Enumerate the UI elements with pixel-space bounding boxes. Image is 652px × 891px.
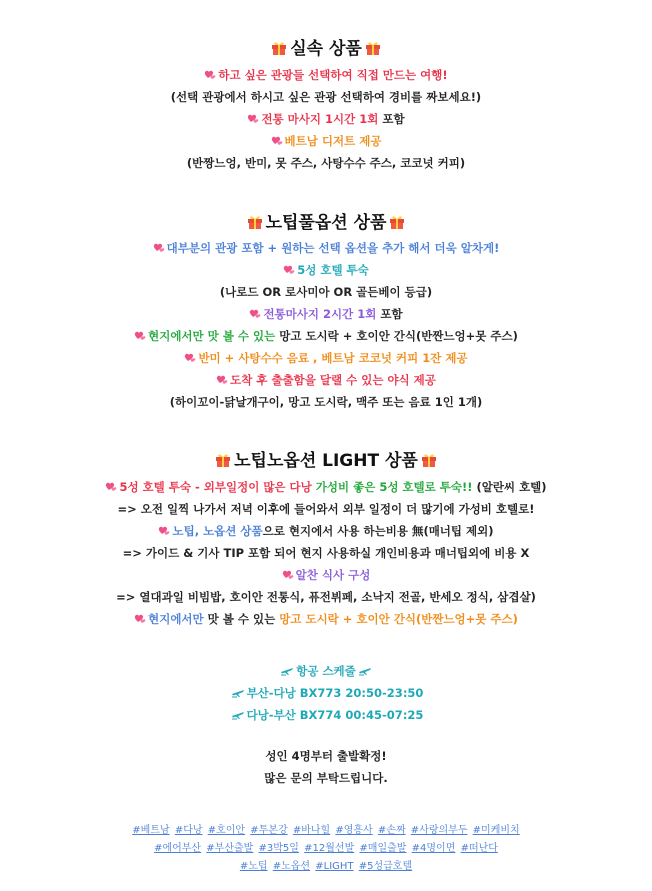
section3-line2 [0, 501, 652, 517]
hotel-text: 5성 호텔 투숙 - 외부일정이 많은 다낭 [119, 480, 316, 494]
section2-title-row [0, 212, 652, 234]
section3-line2-text: => 오전 일찍 나가서 저녁 이후에 들어와서 외부 일정이 더 많기에 가성비 호텔로! [117, 502, 535, 516]
gift-icon [365, 40, 381, 56]
hashtag-row2 [0, 840, 652, 858]
no-cost-text: 으로 현지에서 사용 하는비용 無(매너팁 제외) [262, 524, 494, 538]
section2-line7 [0, 372, 652, 388]
gift-icon [421, 452, 437, 468]
heart-icon [158, 525, 170, 536]
massage-text: 전통마사지 2시간 1회 [263, 307, 377, 321]
flight-title: 항공 스케줄 [296, 664, 356, 678]
airplane-icon [280, 664, 294, 676]
section1-line1-text: 하고 싶은 관광들 선택하여 직접 만드는 여행! [218, 68, 448, 82]
taste-text: 맛 볼 수 있는 [203, 612, 280, 626]
value-hotel-text: 가성비 좋은 5성 호텔로 투숙!! [315, 480, 473, 494]
notice-inquiry: 많은 문의 부탁드립니다. [264, 771, 388, 785]
section3-title: 노팁노옵션 LIGHT 상품 [234, 451, 418, 471]
snack-text: 망고 도시락 + 호이안 간식(반짠느엉+못 주스) [275, 329, 518, 343]
hashtag-row3 [0, 858, 652, 876]
heart-icon [134, 330, 146, 341]
hashtag[interactable]: #사랑의부두 [410, 825, 468, 836]
section3-title-row [0, 450, 652, 472]
hashtag-row1 [0, 822, 652, 840]
section3-line6 [0, 589, 652, 605]
section1-line2-text: (선택 관광에서 하시고 싶은 관광 선택하여 경비를 짜보세요!) [170, 90, 482, 104]
drinks-text: 반미 + 사탕수수 음료 , 베트남 코코넛 커피 1잔 제공 [198, 351, 468, 365]
heart-icon [204, 69, 216, 80]
section2-line3 [0, 284, 652, 300]
hotel-options: (나로드 OR 로사미아 OR 골든베이 등급) [219, 285, 433, 299]
dessert-list: (반짱느엉, 반미, 못 주스, 사탕수수 주스, 코코넛 커피) [186, 156, 466, 170]
hashtag[interactable]: #4명이면 [411, 843, 456, 854]
heart-icon [283, 264, 295, 275]
hashtag[interactable]: #손짜 [377, 825, 406, 836]
heart-icon [184, 352, 196, 363]
section3-line7 [0, 611, 652, 627]
hashtag[interactable]: #3박5일 [258, 843, 299, 854]
section3-line3 [0, 523, 652, 539]
hashtag[interactable]: #바나힐 [292, 825, 331, 836]
hashtag[interactable]: #부산출발 [206, 843, 254, 854]
heart-icon [247, 113, 259, 124]
section1-line4 [0, 133, 652, 149]
section1-line5 [0, 155, 652, 171]
late-snack-list: (하이꼬이-닭날개구이, 망고 도시락, 맥주 또는 음료 1인 1개) [169, 395, 483, 409]
section2-line6 [0, 350, 652, 366]
hashtag[interactable]: #다낭 [174, 825, 203, 836]
gift-icon [271, 40, 287, 56]
section3-line5 [0, 567, 652, 583]
hashtag[interactable]: #5성급호텔 [358, 861, 413, 872]
hashtag[interactable]: #매일출발 [359, 843, 407, 854]
airplane-icon [231, 708, 245, 720]
hotel-name: (알란씨 호텔) [472, 480, 547, 494]
hashtag[interactable]: #투본강 [250, 825, 288, 836]
hotel-text: 5성 호텔 투숙 [297, 263, 369, 277]
flight-inbound: 다낭-부산 BX774 00:45-07:25 [246, 708, 424, 722]
hashtag[interactable]: #12월선발 [304, 843, 355, 854]
local-only-text: 현지에서만 [148, 612, 204, 626]
hashtag[interactable]: #노옵션 [272, 861, 311, 872]
section2-title: 노팁풀옵션 상품 [265, 213, 387, 233]
hashtag[interactable]: #베트남 [132, 825, 170, 836]
hashtag[interactable]: #호이안 [207, 825, 246, 836]
heart-icon [249, 308, 261, 319]
included-text: 포함 [378, 112, 405, 126]
airplane-icon [358, 664, 372, 676]
heart-icon [134, 613, 146, 624]
section3-line4-text: => 가이드 & 기사 TIP 포함 되어 현지 사용하실 개인비용과 매너팁외에 비용 X [122, 546, 530, 560]
hashtag[interactable]: #영흥사 [335, 825, 373, 836]
flight-outbound-row [0, 685, 652, 701]
massage-text: 전통 마사지 1시간 1회 [261, 112, 379, 126]
hashtag[interactable]: #에어부산 [154, 843, 202, 854]
flight-title-row [0, 663, 652, 679]
section2-line2 [0, 262, 652, 278]
section2-line4 [0, 306, 652, 322]
heart-icon [105, 481, 117, 492]
section1-title-row [0, 38, 652, 60]
notice-line2 [0, 770, 652, 786]
section2-line8 [0, 394, 652, 410]
airplane-icon [231, 686, 245, 698]
notice-departure: 성인 4명부터 출발확정! [265, 749, 387, 763]
section1-title: 실속 상품 [290, 39, 362, 59]
section1-line2 [0, 89, 652, 105]
hashtag[interactable]: #노팁 [239, 861, 268, 872]
heart-icon [282, 569, 294, 580]
included-text: 포함 [376, 307, 403, 321]
late-snack-text: 도착 후 출출함을 달랠 수 있는 야식 제공 [230, 373, 436, 387]
hashtag[interactable]: #미케비치 [472, 825, 520, 836]
heart-icon [216, 374, 228, 385]
dessert-text: 베트남 디저트 제공 [284, 134, 382, 148]
no-tip-text: 노팁, 노옵션 상품 [172, 524, 263, 538]
snack-text: 망고 도시락 + 호이안 간식(반짠느엉+못 주스) [279, 612, 518, 626]
gift-icon [215, 452, 231, 468]
heart-icon [271, 135, 283, 146]
section2-line1 [0, 240, 652, 256]
flight-outbound: 부산-다낭 BX773 20:50-23:50 [246, 686, 424, 700]
meals-text: 알찬 식사 구성 [295, 568, 371, 582]
section3-line1 [0, 479, 652, 495]
local-only-text: 현지에서만 맛 볼 수 있는 [148, 329, 276, 343]
section2-line1-text: 대부분의 관광 포함 + 원하는 선택 옵션을 추가 해서 더욱 알차게! [166, 241, 500, 255]
section3-line4 [0, 545, 652, 561]
section2-line5 [0, 328, 652, 344]
section1-line3 [0, 111, 652, 127]
flight-inbound-row [0, 707, 652, 723]
notice-line1 [0, 748, 652, 764]
heart-icon [153, 242, 165, 253]
hashtag[interactable]: #떠난다 [460, 843, 498, 854]
section1-line1 [0, 67, 652, 83]
meals-list: => 열대과일 비빔밥, 호이안 전통식, 퓨전뷔페, 소낙지 전골, 반세오 정식, 삼겹살) [116, 590, 536, 604]
gift-icon [389, 214, 405, 230]
hashtag[interactable]: #LIGHT [315, 861, 354, 872]
gift-icon [247, 214, 263, 230]
